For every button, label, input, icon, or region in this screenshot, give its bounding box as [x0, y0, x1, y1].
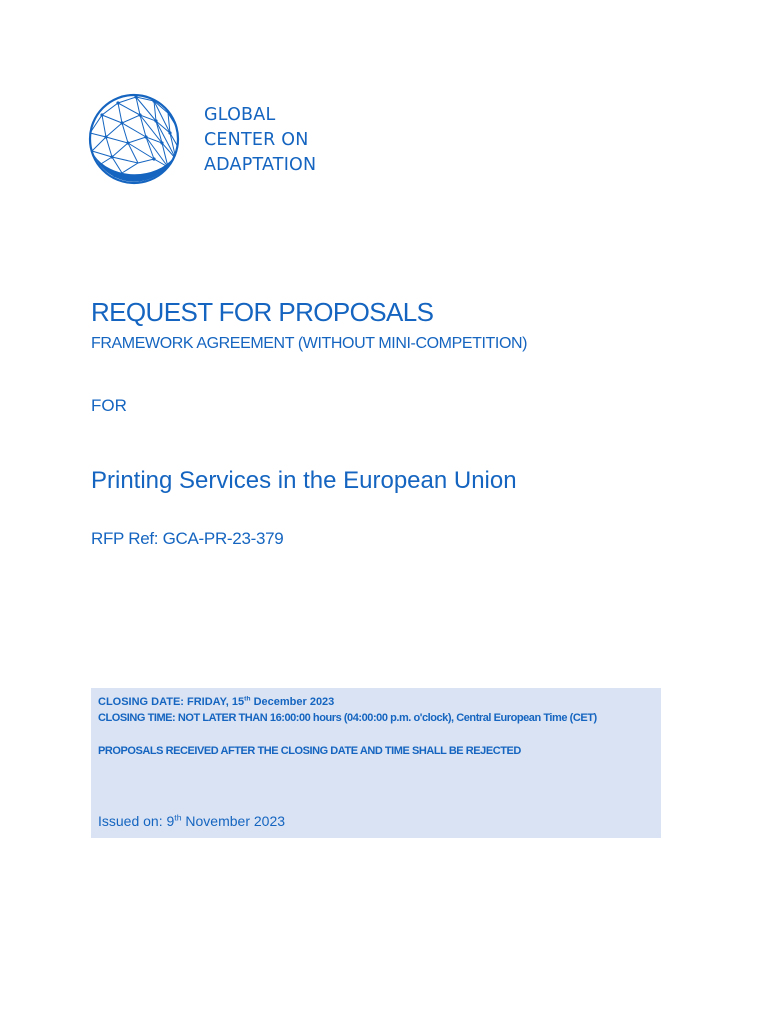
org-name-line-3: ADAPTATION	[204, 155, 317, 175]
closing-time: CLOSING TIME: NOT LATER THAN 16:00:00 hours (04:00:00 p.m. o'clock), Central European Time (CET)	[98, 712, 597, 724]
service-title: Printing Services in the European Union	[91, 467, 517, 494]
closing-date-suffix: December 2023	[250, 696, 335, 708]
issued-date-prefix: Issued on: 9	[98, 813, 175, 829]
closing-date-ordinal: th	[244, 695, 251, 703]
closing-date-prefix: CLOSING DATE: FRIDAY, 15	[98, 696, 245, 708]
issued-date-ordinal: th	[174, 812, 182, 823]
for-label: FOR	[91, 396, 127, 415]
issued-date-suffix: November 2023	[181, 813, 286, 829]
issued-date	[98, 813, 285, 829]
organization-name	[204, 103, 316, 178]
late-proposal-warning: PROPOSALS RECEIVED AFTER THE CLOSING DATE AND TIME SHALL BE REJECTED	[98, 745, 521, 757]
document-title: REQUEST FOR PROPOSALS	[91, 297, 434, 327]
document-subtitle: FRAMEWORK AGREEMENT (WITHOUT MINI-COMPETITION)	[91, 335, 528, 352]
org-name-line-1: GLOBAL	[204, 105, 276, 125]
closing-notice-box	[91, 688, 661, 838]
closing-date	[98, 696, 334, 708]
org-name-line-2: CENTER ON	[204, 130, 309, 150]
rfp-reference: RFP Ref: GCA-PR-23-379	[91, 529, 284, 548]
globe-icon	[88, 93, 180, 185]
